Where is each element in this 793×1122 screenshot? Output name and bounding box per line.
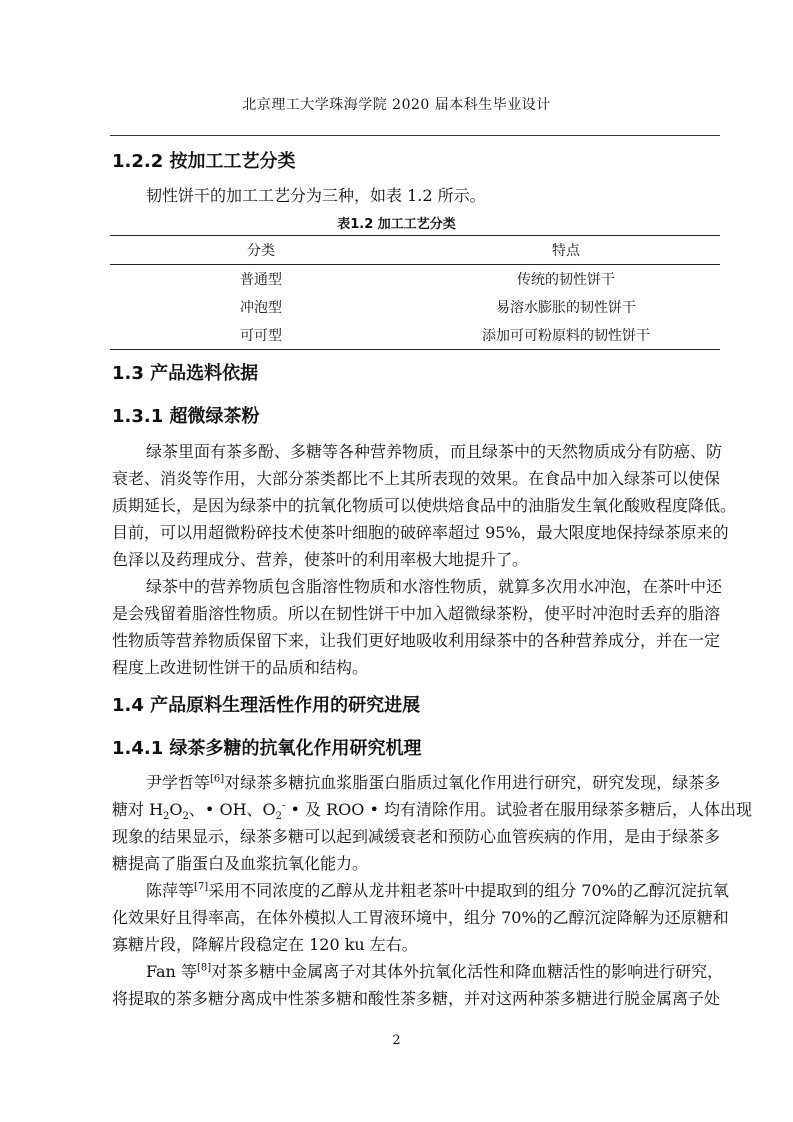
author-text: 陈萍等 xyxy=(146,881,195,900)
paragraph-line: 寡糖片段，降解片段稳定在 120 ku 左右。 xyxy=(112,935,418,954)
paragraph-line: 色泽以及药理成分、营养，使茶叶的利用率极大地提升了。 xyxy=(112,550,529,569)
citation-ref: [6] xyxy=(210,773,225,785)
paragraph-text: 糖对 H xyxy=(112,800,164,819)
citation-ref: [8] xyxy=(196,962,212,974)
table-caption: 表1.2 加工工艺分类 xyxy=(337,217,456,232)
heading-1-4-1: 1.4.1 绿茶多糖的抗氧化作用研究机理 xyxy=(112,738,422,759)
table-header-cell: 特点 xyxy=(412,236,720,265)
paragraph-line xyxy=(112,797,752,823)
paragraph-text: 采用不同浓度的乙醇从龙井粗老茶叶中提取到的组分 70%的乙醇沉淀抗氧 xyxy=(208,881,729,900)
paragraph-line xyxy=(146,770,722,793)
process-classification-table xyxy=(110,235,720,350)
author-text: 尹学哲等 xyxy=(146,773,211,792)
superscript: - xyxy=(282,800,286,812)
paragraph-text: 、• OH、O xyxy=(188,800,276,819)
paragraph-text: O xyxy=(169,800,183,819)
paragraph-line: 是会残留着脂溶性物质。所以在韧性饼干中加入超微绿茶粉，使平时冲泡时丢弃的脂溶 xyxy=(112,604,721,623)
subscript: 2 xyxy=(163,811,170,823)
table-header-row xyxy=(110,236,720,265)
heading-1-3: 1.3 产品选料依据 xyxy=(112,363,259,384)
page-header: 北京理工大学珠海学院 2020 届本科生毕业设计 xyxy=(242,97,551,113)
table-header-cell: 分类 xyxy=(110,236,412,265)
paragraph-text: 对茶多糖中金属离子对其体外抗氧化活性和降血糖活性的影响进行研究， xyxy=(211,962,724,981)
subscript: 2 xyxy=(275,811,283,823)
paragraph-line xyxy=(146,959,722,982)
table-cell: 普通型 xyxy=(240,272,282,288)
paragraph-line: 现象的结果显示，绿茶多糖可以起到减缓衰老和预防心血管疾病的作用，是由于绿茶多 xyxy=(112,827,721,846)
paragraph-line: 将提取的茶多糖分离成中性茶多糖和酸性茶多糖，并对这两种茶多糖进行脱金属离子处 xyxy=(112,989,721,1008)
paragraph-text: 对绿茶多糖抗血浆脂蛋白脂质过氧化作用进行研究，研究发现，绿茶多 xyxy=(224,773,721,792)
paragraph-line: 程度上改进韧性饼干的品质和结构。 xyxy=(112,658,369,677)
paragraph-line: 化效果好且得率高，在体外模拟人工胃液环境中，组分 70%的乙醇沉淀降解为还原糖和 xyxy=(112,908,729,927)
heading-1-3-1: 1.3.1 超微绿茶粉 xyxy=(112,406,260,427)
table-row xyxy=(110,293,720,321)
paragraph-line: 韧性饼干的加工工艺分为三种，如表 1.2 所示。 xyxy=(146,186,486,205)
paragraph-line xyxy=(146,878,729,901)
page-number: 2 xyxy=(392,1033,401,1048)
paragraph-line: 绿茶里面有茶多酚、多糖等各种营养物质，而且绿茶中的天然物质成分有防癌、防 xyxy=(146,442,723,461)
subscript: 2 xyxy=(182,811,189,823)
paragraph-text: • 及 ROO • 均有清除作用。试验者在服用绿茶多糖后，人体出现 xyxy=(285,800,752,819)
heading-1-2-2: 1.2.2 按加工工艺分类 xyxy=(112,151,296,172)
header-divider xyxy=(110,135,720,136)
table-cell: 添加可可粉原料的韧性饼干 xyxy=(412,321,720,350)
table-cell: 冲泡型 xyxy=(240,300,282,316)
heading-1-4: 1.4 产品原料生理活性作用的研究进展 xyxy=(112,695,421,716)
table-cell: 传统的韧性饼干 xyxy=(517,272,615,288)
paragraph-line: 衰老、消炎等作用，大部分茶类都比不上其所表现的效果。在食品中加入绿茶可以使保 xyxy=(112,469,721,488)
table-row xyxy=(110,321,720,350)
paragraph-line: 质期延长，是因为绿茶中的抗氧化物质可以使烘焙食品中的油脂发生氧化酸败程度降低。 xyxy=(112,496,737,515)
paragraph-line: 糖提高了脂蛋白及血浆抗氧化能力。 xyxy=(112,854,369,873)
table-row xyxy=(110,265,720,294)
author-text: Fan 等 xyxy=(146,962,197,981)
table-cell: 可可型 xyxy=(110,321,412,350)
paragraph-line: 目前，可以用超微粉碎技术使茶叶细胞的破碎率超过 95%，最大限度地保持绿茶原来的 xyxy=(112,523,729,542)
paragraph-line: 性物质等营养物质保留下来，让我们更好地吸收利用绿茶中的各种营养成分，并在一定 xyxy=(112,631,721,650)
paragraph-line: 绿茶中的营养物质包含脂溶性物质和水溶性物质，就算多次用水冲泡，在茶叶中还 xyxy=(146,577,723,596)
table-cell: 易溶水膨胀的韧性饼干 xyxy=(496,300,636,316)
citation-ref: [7] xyxy=(194,881,209,893)
